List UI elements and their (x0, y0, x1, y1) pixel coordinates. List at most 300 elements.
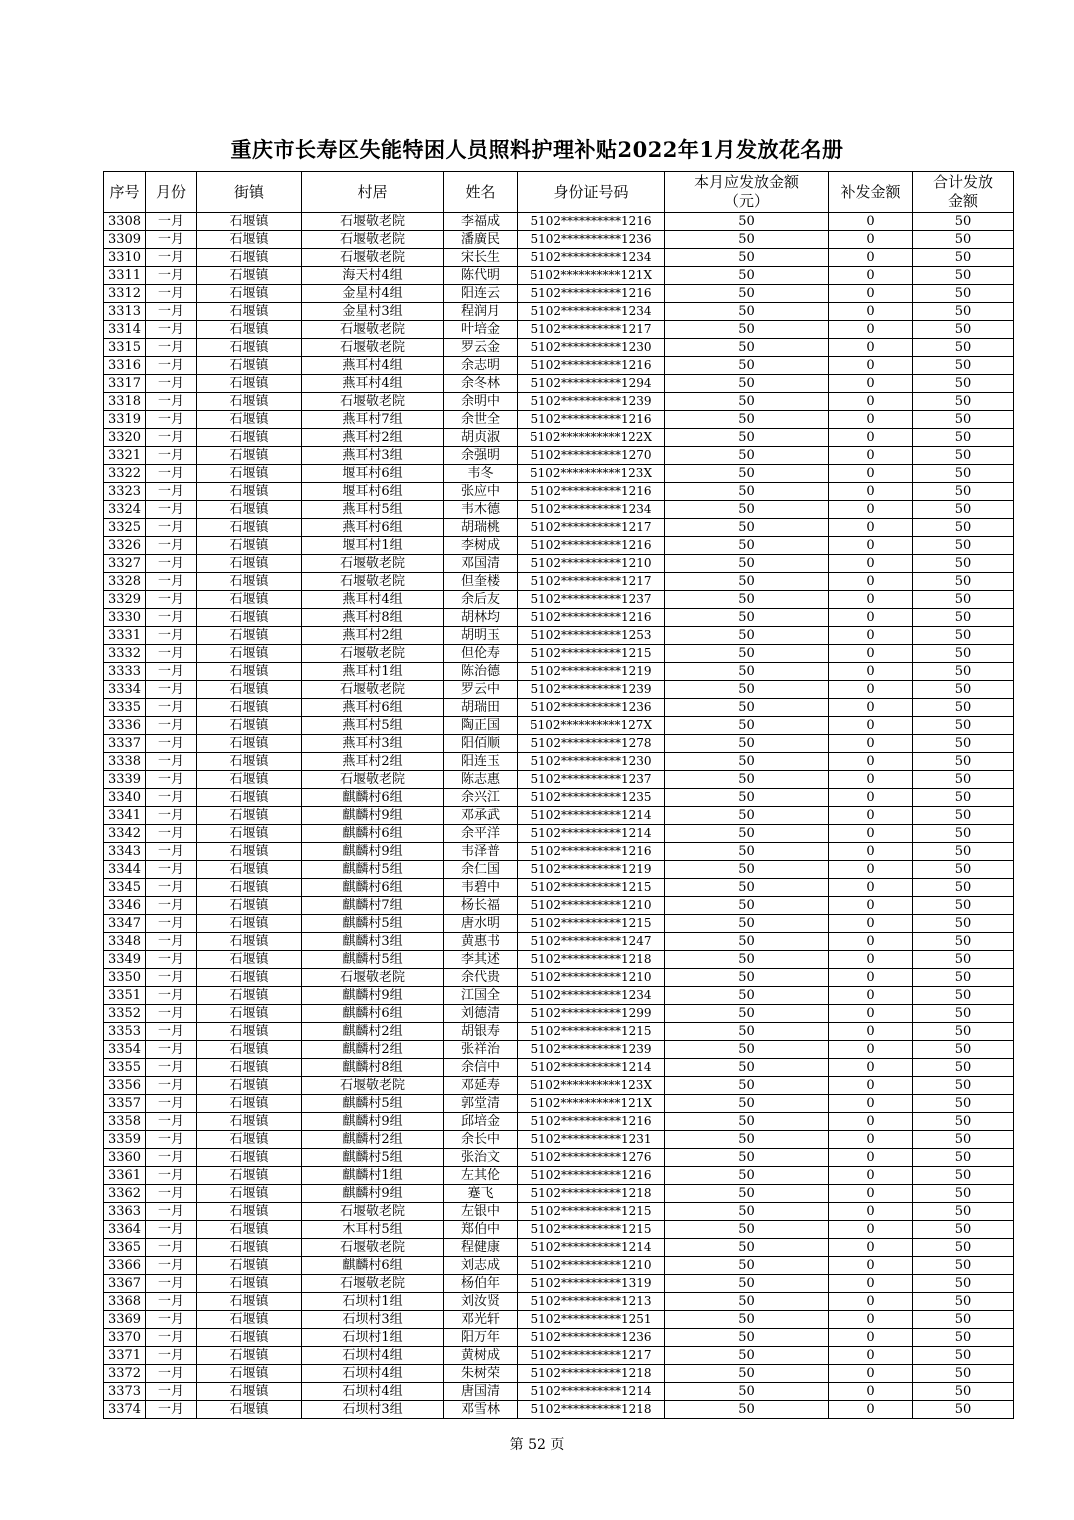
id-number-cell: 5102**********1218 (518, 1365, 665, 1383)
monthly-amount-cell: 50 (665, 807, 829, 825)
table-row (104, 861, 1014, 879)
name-cell: 阳佰顺 (444, 735, 518, 753)
town-cell: 石堰镇 (197, 339, 302, 357)
monthly-amount-cell: 50 (665, 429, 829, 447)
table-row (104, 1365, 1014, 1383)
table-row (104, 1095, 1014, 1113)
table-row (104, 465, 1014, 483)
monthly-amount-cell: 50 (665, 537, 829, 555)
supplement-cell: 0 (829, 969, 913, 987)
town-cell: 石堰镇 (197, 915, 302, 933)
serial-cell: 3334 (104, 681, 146, 699)
supplement-cell: 0 (829, 573, 913, 591)
monthly-amount-cell: 50 (665, 753, 829, 771)
total-cell: 50 (913, 1257, 1014, 1275)
serial-cell: 3313 (104, 303, 146, 321)
town-cell: 石堰镇 (197, 771, 302, 789)
supplement-cell: 0 (829, 537, 913, 555)
monthly-amount-cell: 50 (665, 627, 829, 645)
month-cell: 一月 (146, 969, 197, 987)
serial-cell: 3356 (104, 1077, 146, 1095)
supplement-cell: 0 (829, 609, 913, 627)
village-cell: 石堰敬老院 (302, 249, 444, 267)
serial-cell: 3357 (104, 1095, 146, 1113)
monthly-amount-cell: 50 (665, 1131, 829, 1149)
serial-cell: 3344 (104, 861, 146, 879)
name-cell: 余志明 (444, 357, 518, 375)
id-number-cell: 5102**********1215 (518, 1203, 665, 1221)
supplement-cell: 0 (829, 555, 913, 573)
name-cell: 余强明 (444, 447, 518, 465)
monthly-amount-cell: 50 (665, 933, 829, 951)
month-cell: 一月 (146, 267, 197, 285)
total-cell: 50 (913, 1203, 1014, 1221)
name-cell: 陈代明 (444, 267, 518, 285)
total-cell: 50 (913, 771, 1014, 789)
serial-cell: 3309 (104, 231, 146, 249)
col-header-name: 姓名 (444, 172, 518, 213)
serial-cell: 3322 (104, 465, 146, 483)
id-number-cell: 5102**********1217 (518, 519, 665, 537)
village-cell: 石堰敬老院 (302, 339, 444, 357)
village-cell: 麒麟村6组 (302, 1257, 444, 1275)
name-cell: 阳连玉 (444, 753, 518, 771)
village-cell: 石堰敬老院 (302, 969, 444, 987)
name-cell: 胡林均 (444, 609, 518, 627)
table-row (104, 1077, 1014, 1095)
supplement-cell: 0 (829, 1005, 913, 1023)
supplement-cell: 0 (829, 1293, 913, 1311)
month-cell: 一月 (146, 1347, 197, 1365)
monthly-amount-cell: 50 (665, 357, 829, 375)
monthly-amount-cell: 50 (665, 1149, 829, 1167)
monthly-amount-cell: 50 (665, 951, 829, 969)
supplement-cell: 0 (829, 411, 913, 429)
monthly-amount-cell: 50 (665, 825, 829, 843)
serial-cell: 3343 (104, 843, 146, 861)
month-cell: 一月 (146, 1077, 197, 1095)
month-cell: 一月 (146, 1275, 197, 1293)
serial-cell: 3366 (104, 1257, 146, 1275)
monthly-amount-cell: 50 (665, 1275, 829, 1293)
name-cell: 韦冬 (444, 465, 518, 483)
month-cell: 一月 (146, 1401, 197, 1419)
monthly-amount-cell: 50 (665, 1059, 829, 1077)
supplement-cell: 0 (829, 897, 913, 915)
serial-cell: 3326 (104, 537, 146, 555)
serial-cell: 3368 (104, 1293, 146, 1311)
monthly-amount-cell: 50 (665, 1293, 829, 1311)
monthly-amount-cell: 50 (665, 1005, 829, 1023)
serial-cell: 3373 (104, 1383, 146, 1401)
total-cell: 50 (913, 357, 1014, 375)
serial-cell: 3331 (104, 627, 146, 645)
col-header-total: 合计发放 金额 (913, 172, 1014, 213)
table-row (104, 1311, 1014, 1329)
month-cell: 一月 (146, 1005, 197, 1023)
total-cell: 50 (913, 969, 1014, 987)
month-cell: 一月 (146, 1131, 197, 1149)
village-cell: 金星村4组 (302, 285, 444, 303)
table-row (104, 339, 1014, 357)
serial-cell: 3365 (104, 1239, 146, 1257)
town-cell: 石堰镇 (197, 699, 302, 717)
town-cell: 石堰镇 (197, 231, 302, 249)
table-row (104, 1275, 1014, 1293)
serial-cell: 3308 (104, 213, 146, 231)
monthly-amount-cell: 50 (665, 969, 829, 987)
serial-cell: 3355 (104, 1059, 146, 1077)
village-cell: 石坝村4组 (302, 1347, 444, 1365)
serial-cell: 3369 (104, 1311, 146, 1329)
village-cell: 麒麟村9组 (302, 843, 444, 861)
id-number-cell: 5102**********1234 (518, 303, 665, 321)
town-cell: 石堰镇 (197, 1293, 302, 1311)
town-cell: 石堰镇 (197, 1149, 302, 1167)
village-cell: 石堰敬老院 (302, 645, 444, 663)
id-number-cell: 5102**********1215 (518, 1023, 665, 1041)
serial-cell: 3339 (104, 771, 146, 789)
table-row (104, 1221, 1014, 1239)
supplement-cell: 0 (829, 339, 913, 357)
name-cell: 陈志惠 (444, 771, 518, 789)
table-row (104, 969, 1014, 987)
id-number-cell: 5102**********1218 (518, 1185, 665, 1203)
month-cell: 一月 (146, 663, 197, 681)
serial-cell: 3351 (104, 987, 146, 1005)
serial-cell: 3327 (104, 555, 146, 573)
id-number-cell: 5102**********1234 (518, 987, 665, 1005)
month-cell: 一月 (146, 951, 197, 969)
name-cell: 韦碧中 (444, 879, 518, 897)
monthly-amount-cell: 50 (665, 645, 829, 663)
id-number-cell: 5102**********1278 (518, 735, 665, 753)
name-cell: 邓延寿 (444, 1077, 518, 1095)
serial-cell: 3352 (104, 1005, 146, 1023)
name-cell: 阳万年 (444, 1329, 518, 1347)
id-number-cell: 5102**********1231 (518, 1131, 665, 1149)
town-cell: 石堰镇 (197, 1113, 302, 1131)
town-cell: 石堰镇 (197, 717, 302, 735)
total-cell: 50 (913, 1149, 1014, 1167)
id-number-cell: 5102**********1215 (518, 1221, 665, 1239)
serial-cell: 3321 (104, 447, 146, 465)
town-cell: 石堰镇 (197, 1383, 302, 1401)
serial-cell: 3347 (104, 915, 146, 933)
town-cell: 石堰镇 (197, 267, 302, 285)
serial-cell: 3370 (104, 1329, 146, 1347)
id-number-cell: 5102**********123X (518, 1077, 665, 1095)
village-cell: 石坝村3组 (302, 1311, 444, 1329)
monthly-amount-cell: 50 (665, 717, 829, 735)
name-cell: 江国全 (444, 987, 518, 1005)
table-row (104, 1059, 1014, 1077)
total-cell: 50 (913, 933, 1014, 951)
village-cell: 燕耳村5组 (302, 501, 444, 519)
serial-cell: 3342 (104, 825, 146, 843)
serial-cell: 3345 (104, 879, 146, 897)
total-cell: 50 (913, 339, 1014, 357)
serial-cell: 3358 (104, 1113, 146, 1131)
village-cell: 燕耳村4组 (302, 357, 444, 375)
roster-table (103, 171, 1014, 1419)
monthly-amount-cell: 50 (665, 1257, 829, 1275)
supplement-cell: 0 (829, 1311, 913, 1329)
id-number-cell: 5102**********1210 (518, 555, 665, 573)
month-cell: 一月 (146, 339, 197, 357)
serial-cell: 3364 (104, 1221, 146, 1239)
monthly-amount-cell: 50 (665, 555, 829, 573)
serial-cell: 3362 (104, 1185, 146, 1203)
monthly-amount-cell: 50 (665, 285, 829, 303)
village-cell: 麒麟村6组 (302, 825, 444, 843)
table-row (104, 1185, 1014, 1203)
name-cell: 邓雪林 (444, 1401, 518, 1419)
id-number-cell: 5102**********1219 (518, 861, 665, 879)
serial-cell: 3350 (104, 969, 146, 987)
village-cell: 燕耳村3组 (302, 447, 444, 465)
serial-cell: 3341 (104, 807, 146, 825)
id-number-cell: 5102**********1216 (518, 1113, 665, 1131)
table-row (104, 645, 1014, 663)
monthly-amount-cell: 50 (665, 1113, 829, 1131)
total-cell: 50 (913, 267, 1014, 285)
table-row (104, 1401, 1014, 1419)
table-row (104, 1023, 1014, 1041)
total-cell: 50 (913, 393, 1014, 411)
table-row (104, 411, 1014, 429)
month-cell: 一月 (146, 591, 197, 609)
town-cell: 石堰镇 (197, 1095, 302, 1113)
name-cell: 邓国清 (444, 555, 518, 573)
serial-cell: 3320 (104, 429, 146, 447)
serial-cell: 3316 (104, 357, 146, 375)
supplement-cell: 0 (829, 933, 913, 951)
table-row (104, 843, 1014, 861)
table-row (104, 555, 1014, 573)
table-row (104, 447, 1014, 465)
town-cell: 石堰镇 (197, 1257, 302, 1275)
supplement-cell: 0 (829, 519, 913, 537)
supplement-cell: 0 (829, 501, 913, 519)
village-cell: 石堰敬老院 (302, 1077, 444, 1095)
month-cell: 一月 (146, 1257, 197, 1275)
monthly-amount-cell: 50 (665, 303, 829, 321)
name-cell: 余代贵 (444, 969, 518, 987)
town-cell: 石堰镇 (197, 303, 302, 321)
name-cell: 杨伯年 (444, 1275, 518, 1293)
name-cell: 潘廣民 (444, 231, 518, 249)
supplement-cell: 0 (829, 825, 913, 843)
town-cell: 石堰镇 (197, 609, 302, 627)
village-cell: 燕耳村6组 (302, 699, 444, 717)
monthly-amount-cell: 50 (665, 447, 829, 465)
village-cell: 燕耳村2组 (302, 627, 444, 645)
total-cell: 50 (913, 699, 1014, 717)
total-cell: 50 (913, 825, 1014, 843)
id-number-cell: 5102**********1216 (518, 1167, 665, 1185)
table-row (104, 519, 1014, 537)
name-cell: 黄树成 (444, 1347, 518, 1365)
table-row (104, 537, 1014, 555)
town-cell: 石堰镇 (197, 861, 302, 879)
id-number-cell: 5102**********1217 (518, 573, 665, 591)
id-number-cell: 5102**********121X (518, 1095, 665, 1113)
table-row (104, 231, 1014, 249)
id-number-cell: 5102**********1236 (518, 231, 665, 249)
table-row (104, 501, 1014, 519)
total-cell: 50 (913, 717, 1014, 735)
village-cell: 堰耳村1组 (302, 537, 444, 555)
town-cell: 石堰镇 (197, 1077, 302, 1095)
total-cell: 50 (913, 501, 1014, 519)
serial-cell: 3346 (104, 897, 146, 915)
town-cell: 石堰镇 (197, 429, 302, 447)
town-cell: 石堰镇 (197, 681, 302, 699)
village-cell: 麒麟村5组 (302, 861, 444, 879)
total-cell: 50 (913, 1329, 1014, 1347)
total-cell: 50 (913, 1275, 1014, 1293)
monthly-amount-cell: 50 (665, 915, 829, 933)
monthly-amount-cell: 50 (665, 1239, 829, 1257)
name-cell: 张治文 (444, 1149, 518, 1167)
table-row (104, 897, 1014, 915)
monthly-amount-cell: 50 (665, 249, 829, 267)
id-number-cell: 5102**********1215 (518, 879, 665, 897)
serial-cell: 3337 (104, 735, 146, 753)
village-cell: 堰耳村6组 (302, 465, 444, 483)
name-cell: 张祥治 (444, 1041, 518, 1059)
id-number-cell: 5102**********1214 (518, 807, 665, 825)
month-cell: 一月 (146, 1095, 197, 1113)
table-row (104, 1203, 1014, 1221)
id-number-cell: 5102**********1214 (518, 825, 665, 843)
town-cell: 石堰镇 (197, 753, 302, 771)
village-cell: 麒麟村6组 (302, 1005, 444, 1023)
town-cell: 石堰镇 (197, 1347, 302, 1365)
table-row (104, 915, 1014, 933)
month-cell: 一月 (146, 627, 197, 645)
table-row (104, 609, 1014, 627)
town-cell: 石堰镇 (197, 519, 302, 537)
supplement-cell: 0 (829, 1221, 913, 1239)
month-cell: 一月 (146, 1311, 197, 1329)
monthly-amount-cell: 50 (665, 1203, 829, 1221)
id-number-cell: 5102**********127X (518, 717, 665, 735)
id-number-cell: 5102**********1216 (518, 285, 665, 303)
id-number-cell: 5102**********1216 (518, 213, 665, 231)
monthly-amount-cell: 50 (665, 411, 829, 429)
village-cell: 麒麟村2组 (302, 1023, 444, 1041)
col-header-month: 月份 (146, 172, 197, 213)
id-number-cell: 5102**********1299 (518, 1005, 665, 1023)
monthly-amount-cell: 50 (665, 1347, 829, 1365)
month-cell: 一月 (146, 285, 197, 303)
month-cell: 一月 (146, 375, 197, 393)
supplement-cell: 0 (829, 375, 913, 393)
town-cell: 石堰镇 (197, 447, 302, 465)
monthly-amount-cell: 50 (665, 339, 829, 357)
supplement-cell: 0 (829, 1203, 913, 1221)
total-cell: 50 (913, 1347, 1014, 1365)
total-cell: 50 (913, 627, 1014, 645)
supplement-cell: 0 (829, 951, 913, 969)
town-cell: 石堰镇 (197, 591, 302, 609)
serial-cell: 3340 (104, 789, 146, 807)
name-cell: 郑伯中 (444, 1221, 518, 1239)
month-cell: 一月 (146, 1059, 197, 1077)
total-cell: 50 (913, 1221, 1014, 1239)
name-cell: 胡瑞田 (444, 699, 518, 717)
month-cell: 一月 (146, 393, 197, 411)
supplement-cell: 0 (829, 249, 913, 267)
town-cell: 石堰镇 (197, 969, 302, 987)
monthly-amount-cell: 50 (665, 267, 829, 285)
supplement-cell: 0 (829, 699, 913, 717)
serial-cell: 3349 (104, 951, 146, 969)
monthly-amount-cell: 50 (665, 231, 829, 249)
name-cell: 余信中 (444, 1059, 518, 1077)
name-cell: 余明中 (444, 393, 518, 411)
total-cell: 50 (913, 1167, 1014, 1185)
month-cell: 一月 (146, 555, 197, 573)
id-number-cell: 5102**********1217 (518, 1347, 665, 1365)
table-row (104, 987, 1014, 1005)
supplement-cell: 0 (829, 591, 913, 609)
total-cell: 50 (913, 591, 1014, 609)
supplement-cell: 0 (829, 1185, 913, 1203)
total-cell: 50 (913, 321, 1014, 339)
id-number-cell: 5102**********1239 (518, 393, 665, 411)
village-cell: 石堰敬老院 (302, 321, 444, 339)
supplement-cell: 0 (829, 1095, 913, 1113)
supplement-cell: 0 (829, 1257, 913, 1275)
col-header-town: 街镇 (197, 172, 302, 213)
village-cell: 石堰敬老院 (302, 1203, 444, 1221)
table-row (104, 591, 1014, 609)
total-cell: 50 (913, 609, 1014, 627)
total-cell: 50 (913, 249, 1014, 267)
col-header-village: 村居 (302, 172, 444, 213)
month-cell: 一月 (146, 897, 197, 915)
supplement-cell: 0 (829, 321, 913, 339)
town-cell: 石堰镇 (197, 843, 302, 861)
village-cell: 麒麟村9组 (302, 1113, 444, 1131)
monthly-amount-cell: 50 (665, 1365, 829, 1383)
monthly-amount-cell: 50 (665, 465, 829, 483)
total-cell: 50 (913, 1023, 1014, 1041)
table-row (104, 1113, 1014, 1131)
supplement-cell: 0 (829, 1329, 913, 1347)
total-cell: 50 (913, 879, 1014, 897)
monthly-amount-cell: 50 (665, 1095, 829, 1113)
month-cell: 一月 (146, 1329, 197, 1347)
id-number-cell: 5102**********123X (518, 465, 665, 483)
name-cell: 李福成 (444, 213, 518, 231)
id-number-cell: 5102**********1234 (518, 249, 665, 267)
month-cell: 一月 (146, 1167, 197, 1185)
month-cell: 一月 (146, 357, 197, 375)
total-cell: 50 (913, 915, 1014, 933)
supplement-cell: 0 (829, 429, 913, 447)
total-cell: 50 (913, 285, 1014, 303)
name-cell: 宋长生 (444, 249, 518, 267)
town-cell: 石堰镇 (197, 1401, 302, 1419)
village-cell: 麒麟村5组 (302, 1095, 444, 1113)
monthly-amount-cell: 50 (665, 1077, 829, 1095)
town-cell: 石堰镇 (197, 213, 302, 231)
village-cell: 麒麟村8组 (302, 1059, 444, 1077)
